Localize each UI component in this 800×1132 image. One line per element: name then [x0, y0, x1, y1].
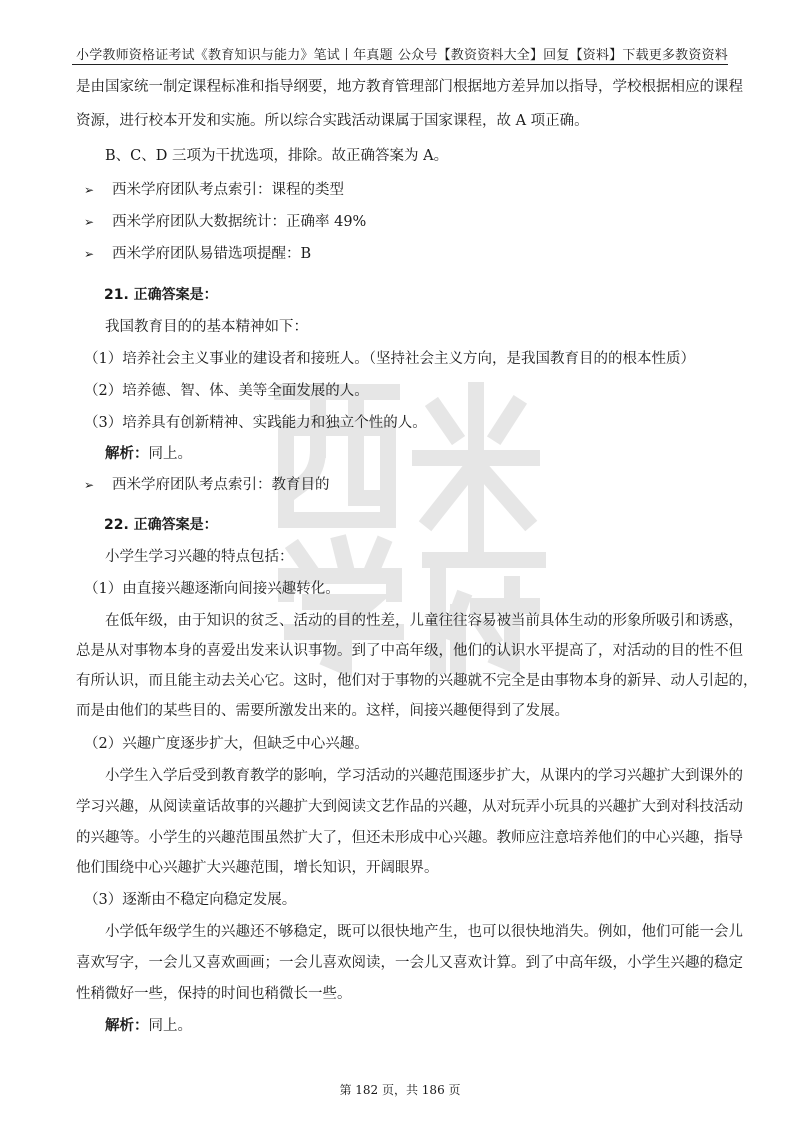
- page-header: [76, 43, 728, 63]
- paragraph-line: 我国教育目的的基本精神如下：: [105, 319, 308, 335]
- analysis-line: [76, 443, 730, 465]
- question-21-title: 21. 正确答案是：: [104, 287, 218, 303]
- list-item: （2）培养德、智、体、美等全面发展的人。: [84, 383, 369, 399]
- paragraph-line: 性稍微好一些，保持的时间也稍微长一些。: [76, 986, 352, 1002]
- paragraph-line: 有所认识，而且能主动去关心它。这时，他们对于事物的兴趣就不完全是由事物本身的新异、动人引起的，: [76, 673, 758, 689]
- arrow-bullet-icon: ➢: [84, 247, 95, 261]
- paragraph-line: 小学生入学后受到教育教学的影响，学习活动的兴趣范围逐步扩大，从课内的学习兴趣扩大到课外的: [105, 768, 743, 784]
- analysis-text: 同上。: [148, 446, 192, 462]
- arrow-bullet-icon: ➢: [84, 215, 95, 229]
- analysis-label: 解析：: [105, 1018, 149, 1034]
- analysis-line: [76, 1015, 730, 1037]
- page-footer: 第 182 页，共 186 页: [339, 1083, 461, 1097]
- question-22-title: 22. 正确答案是：: [104, 517, 218, 533]
- header-title: 小学教师资格证考试《教育知识与能力》笔试丨年真题: [76, 48, 393, 63]
- analysis-text: 同上。: [148, 1018, 192, 1034]
- paragraph-line: B、C、D 三项为干扰选项，排除。故正确答案为 A。: [105, 148, 449, 164]
- paragraph-line: 小学生学习兴趣的特点包括：: [105, 549, 294, 565]
- paragraph-line: 的兴趣等。小学生的兴趣范围虽然扩大了，但还未形成中心兴趣。教师应注意培养他们的中心兴趣，指导: [76, 830, 743, 846]
- bullet-item: [76, 243, 730, 265]
- bullet-item: [76, 211, 730, 233]
- header-promo: 公众号【教资资料大全】回复【资料】下载更多教资资料: [397, 48, 728, 63]
- paragraph-line: 小学低年级学生的兴趣还不够稳定，既可以很快地产生，也可以很快地消失。例如，他们可能一会儿: [105, 924, 743, 940]
- paragraph-line: 是由国家统一制定课程标准和指导纲要，地方教育管理部门根据地方差异加以指导，学校根据相应的课程: [76, 79, 743, 95]
- bullet-text: 西米学府团队考点索引：教育目的: [112, 477, 330, 493]
- paragraph-line: 喜欢写字，一会儿又喜欢画画；一会儿喜欢阅读，一会儿又喜欢计算。到了中高年级，小学生兴趣的稳定: [76, 955, 743, 971]
- paragraph-line: 资源，进行校本开发和实施。所以综合实践活动课属于国家课程，故 A 项正确。: [76, 113, 589, 129]
- subheading: （2）兴趣广度逐步扩大，但缺乏中心兴趣。: [84, 736, 369, 752]
- paragraph-line: 在低年级，由于知识的贫乏、活动的目的性差，儿童往往容易被当前具体生动的形象所吸引和诱惑，: [105, 613, 743, 629]
- bullet-item: [76, 179, 730, 201]
- analysis-label: 解析：: [105, 446, 149, 462]
- paragraph-line: 而是由他们的某些目的、需要所激发出来的。这样，间接兴趣便得到了发展。: [76, 703, 569, 719]
- arrow-bullet-icon: ➢: [84, 183, 95, 197]
- paragraph-line: 学习兴趣，从阅读童话故事的兴趣扩大到阅读文艺作品的兴趣，从对玩弄小玩具的兴趣扩大到对科技活动: [76, 799, 743, 815]
- bullet-text: 西米学府团队大数据统计：正确率 49%: [112, 214, 367, 230]
- paragraph-line: 他们围绕中心兴趣扩大兴趣范围，增长知识，开阔眼界。: [76, 860, 439, 876]
- subheading: （3）逐渐由不稳定向稳定发展。: [84, 892, 297, 908]
- subheading: （1）由直接兴趣逐渐向间接兴趣转化。: [84, 581, 340, 597]
- bullet-text: 西米学府团队易错选项提醒：B: [112, 246, 312, 262]
- paragraph-line: 总是从对事物本身的喜爱出发来认识事物。到了中高年级，他们的认识水平提高了，对活动的目的性不但: [76, 643, 743, 659]
- bullet-item: [76, 474, 730, 496]
- list-item: （1）培养社会主义事业的建设者和接班人。（坚持社会主义方向，是我国教育目的的根本性质）: [84, 351, 695, 367]
- list-item: （3）培养具有创新精神、实践能力和独立个性的人。: [84, 415, 427, 431]
- arrow-bullet-icon: ➢: [84, 478, 95, 492]
- header-rule: [72, 64, 728, 65]
- bullet-text: 西米学府团队考点索引：课程的类型: [112, 182, 344, 198]
